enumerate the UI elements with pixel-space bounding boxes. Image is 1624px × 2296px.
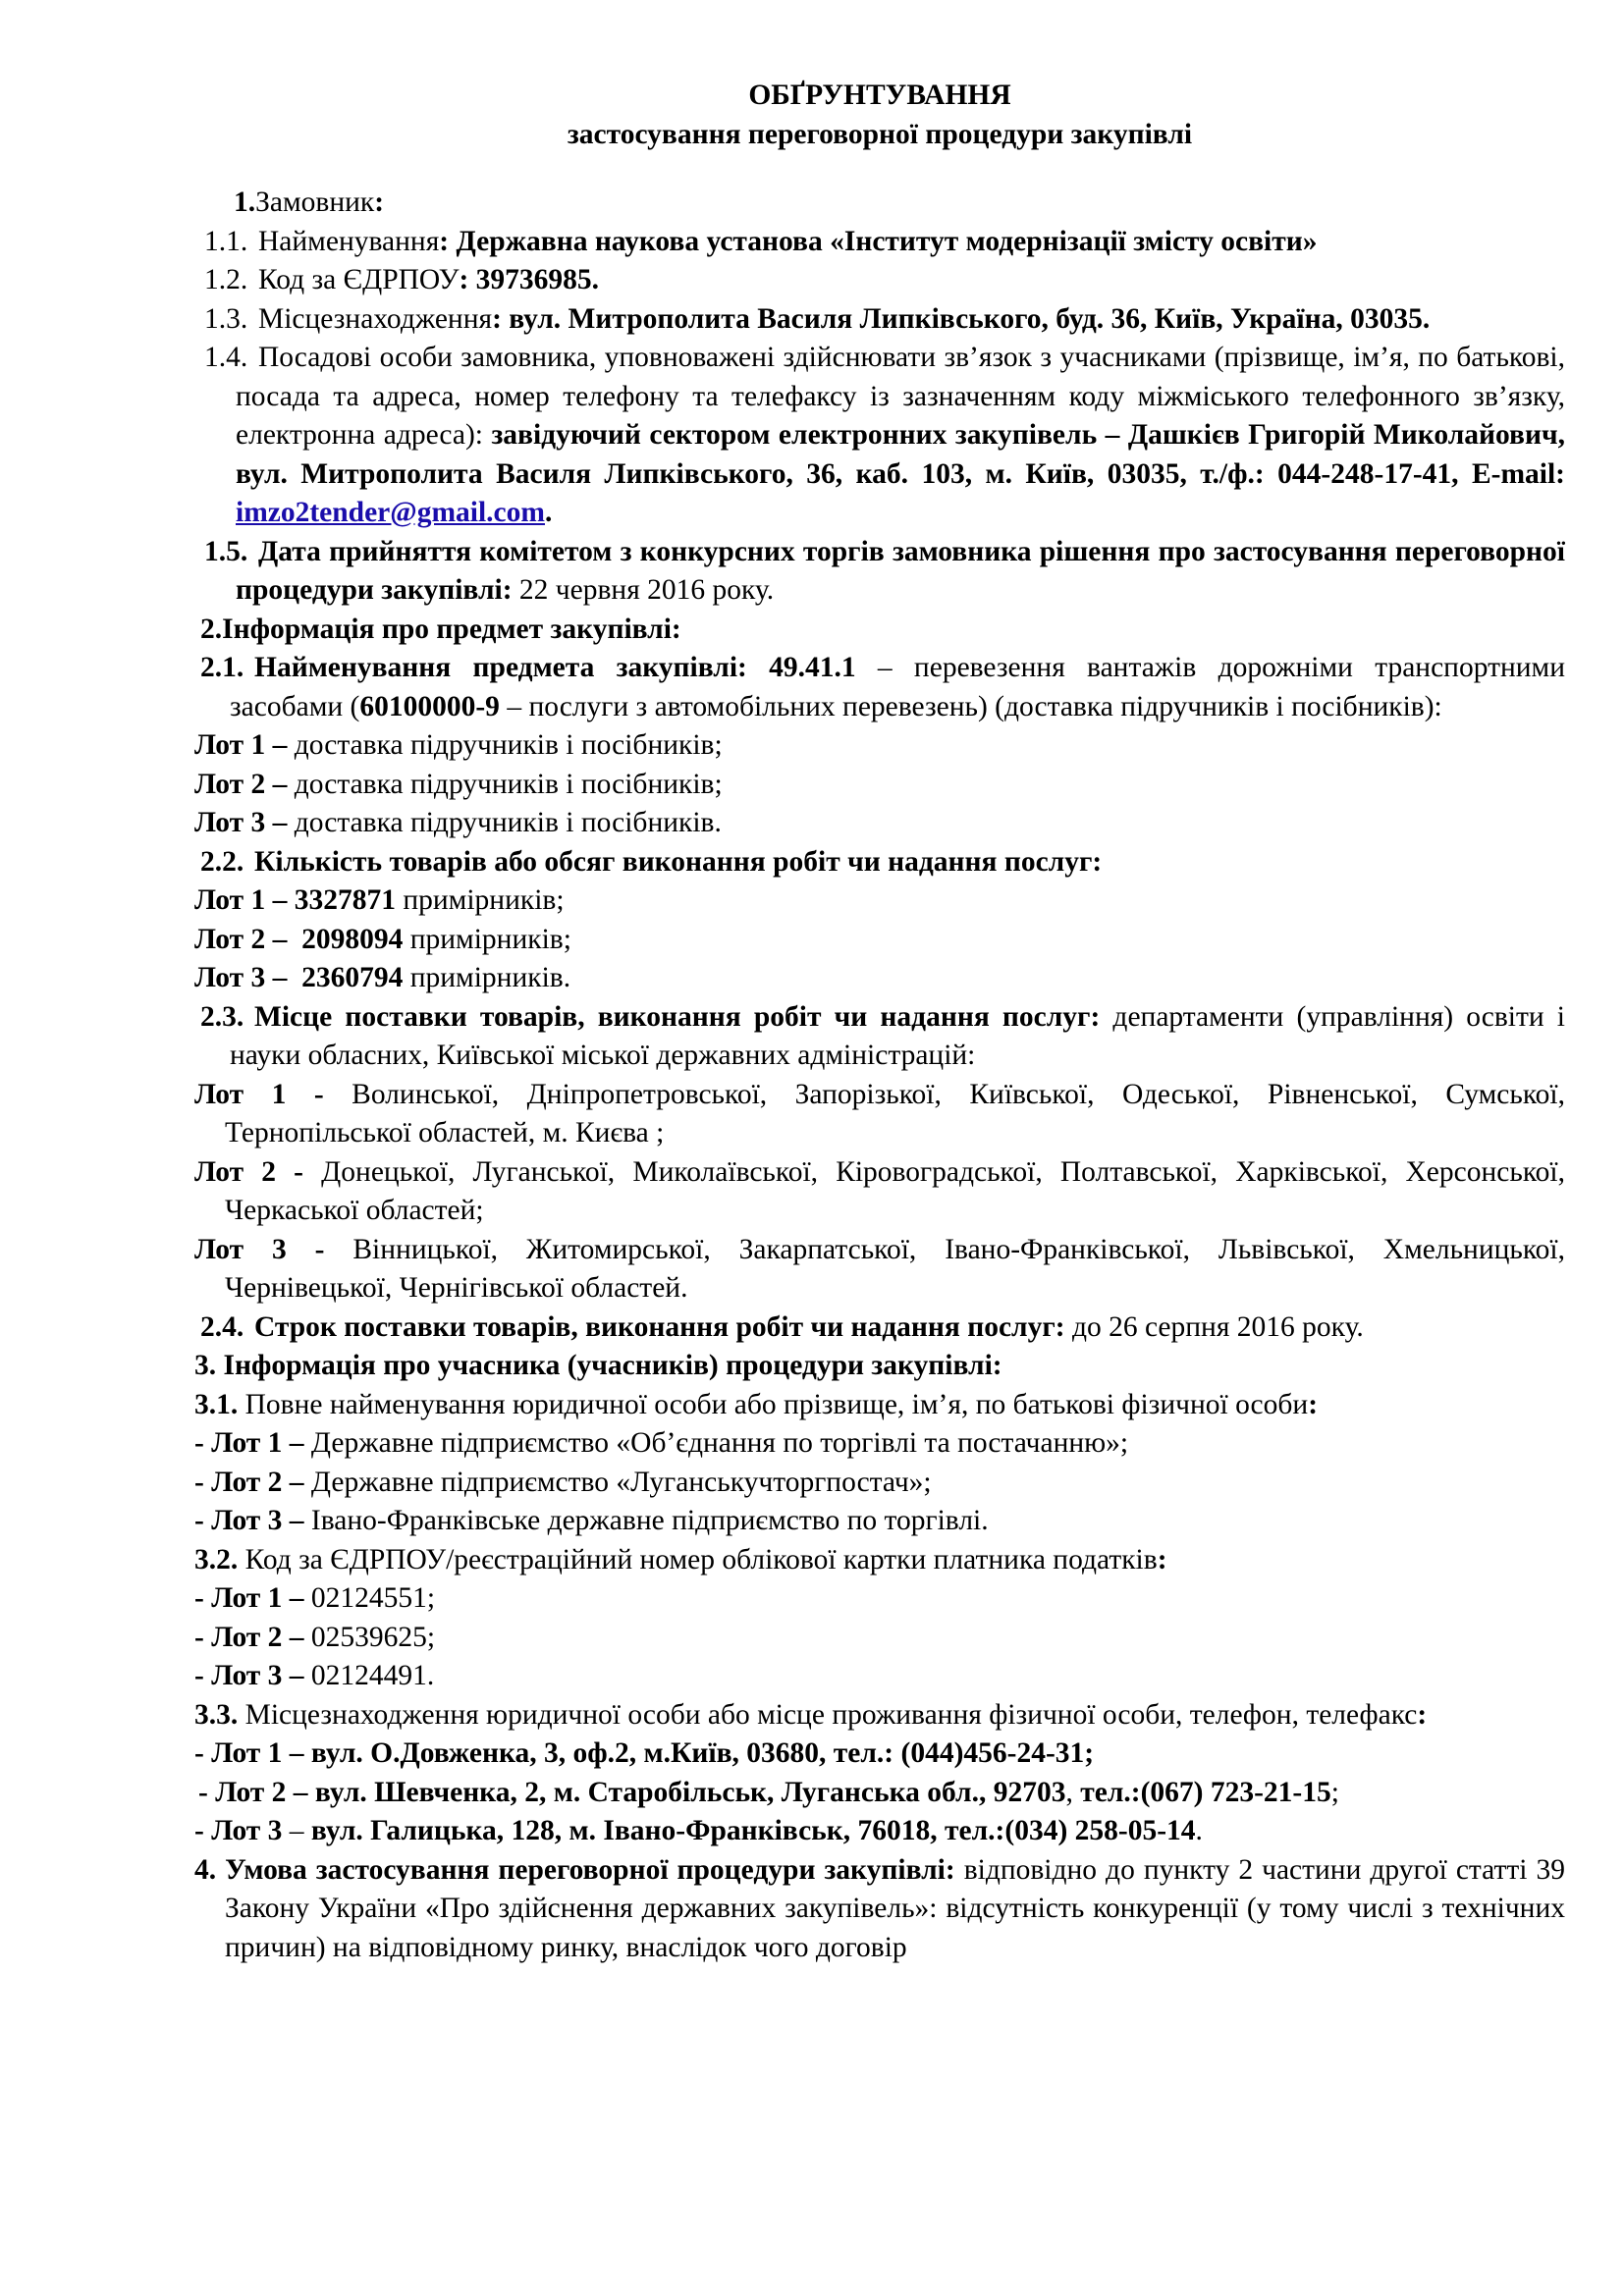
lot-subject-2: Лот 2 – доставка підручників і посібників; — [194, 768, 723, 800]
lot-place-3: Лот 3 - Вінницької, Житомирської, Закарпатської, Івано-Франківської, Львівської, Хмельницької, Чернівецької, Чернігівської областей. — [194, 1233, 1566, 1304]
item-1-1: 1.1. Найменування: Державна наукова установа «Інститут модернізації змісту освіти» — [204, 225, 1318, 257]
item-1-2: 1.2. Код за ЄДРПОУ: 39736985. — [204, 264, 600, 295]
lot-name-3: - Лот 3 – Івано-Франківське державне підприємство по торгівлі. — [194, 1505, 989, 1536]
item-3-2: 3.2. Код за ЄДРПОУ/реєстраційний номер облікової картки платника податків: — [194, 1543, 1167, 1575]
item-2-4: 2.4. Строк поставки товарів, виконання робіт чи надання послуг: до 26 серпня 2016 року. — [200, 1310, 1364, 1343]
section-3-heading: 3. Інформація про учасника (учасників) процедури закупівлі: — [194, 1350, 1002, 1381]
section-4: 4. Умова застосування переговорної процедури закупівлі: відповідно до пункту 2 частини другої статті 39 Закону України «Про здійснення державних закупівель»: відсутність конкуренції (у тому числі з технічних причин) на відповідному ринку, внаслідок чого договір — [194, 1853, 1565, 1963]
lot-code-1: - Лот 1 – 02124551; — [194, 1582, 436, 1614]
lot-name-1: - Лот 1 – Державне підприємство «Об’єднання по торгівлі та постачанню»; — [194, 1427, 1129, 1459]
lot-place-1: Лот 1 - Волинської, Дніпропетровської, Запорізької, Київської, Одеської, Рівненської, Сумської, Тернопільської областей, м. Києва ; — [194, 1078, 1565, 1148]
item-1-3: 1.3. Місцезнаходження: вул. Митрополита Василя Липківського, буд. 36, Київ, Україна, 03035. — [204, 302, 1431, 335]
item-2-1: 2.1. Найменування предмета закупівлі: 49.41.1 – перевезення вантажів дорожніми транспортними засобами (60100000-9 – послуги з автомобільних перевезень) (доставка підручників і посібників): — [200, 652, 1565, 722]
lot-address-3: - Лот 3 – вул. Галицька, 128, м. Івано-Франківськ, 76018, тел.:(034) 258-05-14. — [194, 1815, 1203, 1846]
item-3-3: 3.3. Місцезнаходження юридичної особи або місце проживання фізичної особи, телефон, телефакс: — [194, 1698, 1428, 1731]
lot-name-2: - Лот 2 – Державне підприємство «Луганськучторгпостач»; — [194, 1466, 932, 1498]
item-2-3: 2.3. Місце поставки товарів, виконання робіт чи надання послуг: департаменти (управління) освіти і науки обласних, Київської міської державних адміністрацій: — [200, 1000, 1565, 1071]
lot-code-3: - Лот 3 – 02124491. — [194, 1660, 435, 1691]
lot-qty-2: Лот 2 – 2098094 примірників; — [194, 923, 571, 955]
item-2-2: 2.2. Кількість товарів або обсяг виконання робіт чи надання послуг: — [200, 845, 1103, 878]
lot-qty-3: Лот 3 – 2360794 примірників. — [194, 962, 571, 993]
section-2-heading: 2.Інформація про предмет закупівлі: — [200, 613, 681, 645]
lot-place-2: Лот 2 - Донецької, Луганської, Миколаївської, Кіровоградської, Полтавської, Харківської, Херсонської, Черкаської областей; — [194, 1155, 1565, 1226]
item-3-1: 3.1. Повне найменування юридичної особи або прізвище, ім’я, по батькові фізичної особи: — [194, 1388, 1319, 1420]
lot-qty-1: Лот 1 – 3327871 примірників; — [194, 884, 565, 916]
lot-subject-3: Лот 3 – доставка підручників і посібників. — [194, 807, 722, 838]
lot-address-2: - Лот 2 – вул. Шевченка, 2, м. Старобільськ, Луганська обл., 92703, тел.:(067) 723-21-15; — [198, 1776, 1339, 1808]
document-subtitle: застосування переговорної процедури закупівлі — [567, 118, 1193, 150]
email-link[interactable]: imzo2tender@gmail.com — [236, 497, 545, 528]
lot-code-2: - Лот 2 – 02539625; — [194, 1621, 436, 1653]
lot-address-1: - Лот 1 – вул. О.Довженка, 3, оф.2, м.Київ, 03680, тел.: (044)456-24-31; — [194, 1737, 1095, 1769]
item-1-5: 1.5. Дата прийняття комітетом з конкурсних торгів замовника рішення про застосування переговорної процедури закупівлі: 22 червня 2016 року. — [204, 535, 1565, 606]
item-1-4: 1.4. Посадові особи замовника, уповноважені здійснювати зв’язок з учасниками (прізвище, ім’я, по батькові, посада та адреса, номер телефону та телефаксу із зазначенням коду міжміського телефонного зв’язку, електронна адреса): завідуючий сектором електронних закупівель – Дашкієв Григорій Миколайович, вул. Митрополита Василя Липківського, 36, каб. 103, м. Київ, 03035, т./ф.: 044-248-17-41, E-mail: imzo2tender@gmail.com. — [204, 342, 1565, 528]
document-title: ОБҐРУНТУВАННЯ — [748, 80, 1011, 111]
section-1-heading: 1.Замовник: — [234, 187, 385, 218]
lot-subject-1: Лот 1 – доставка підручників і посібників; — [194, 729, 723, 761]
